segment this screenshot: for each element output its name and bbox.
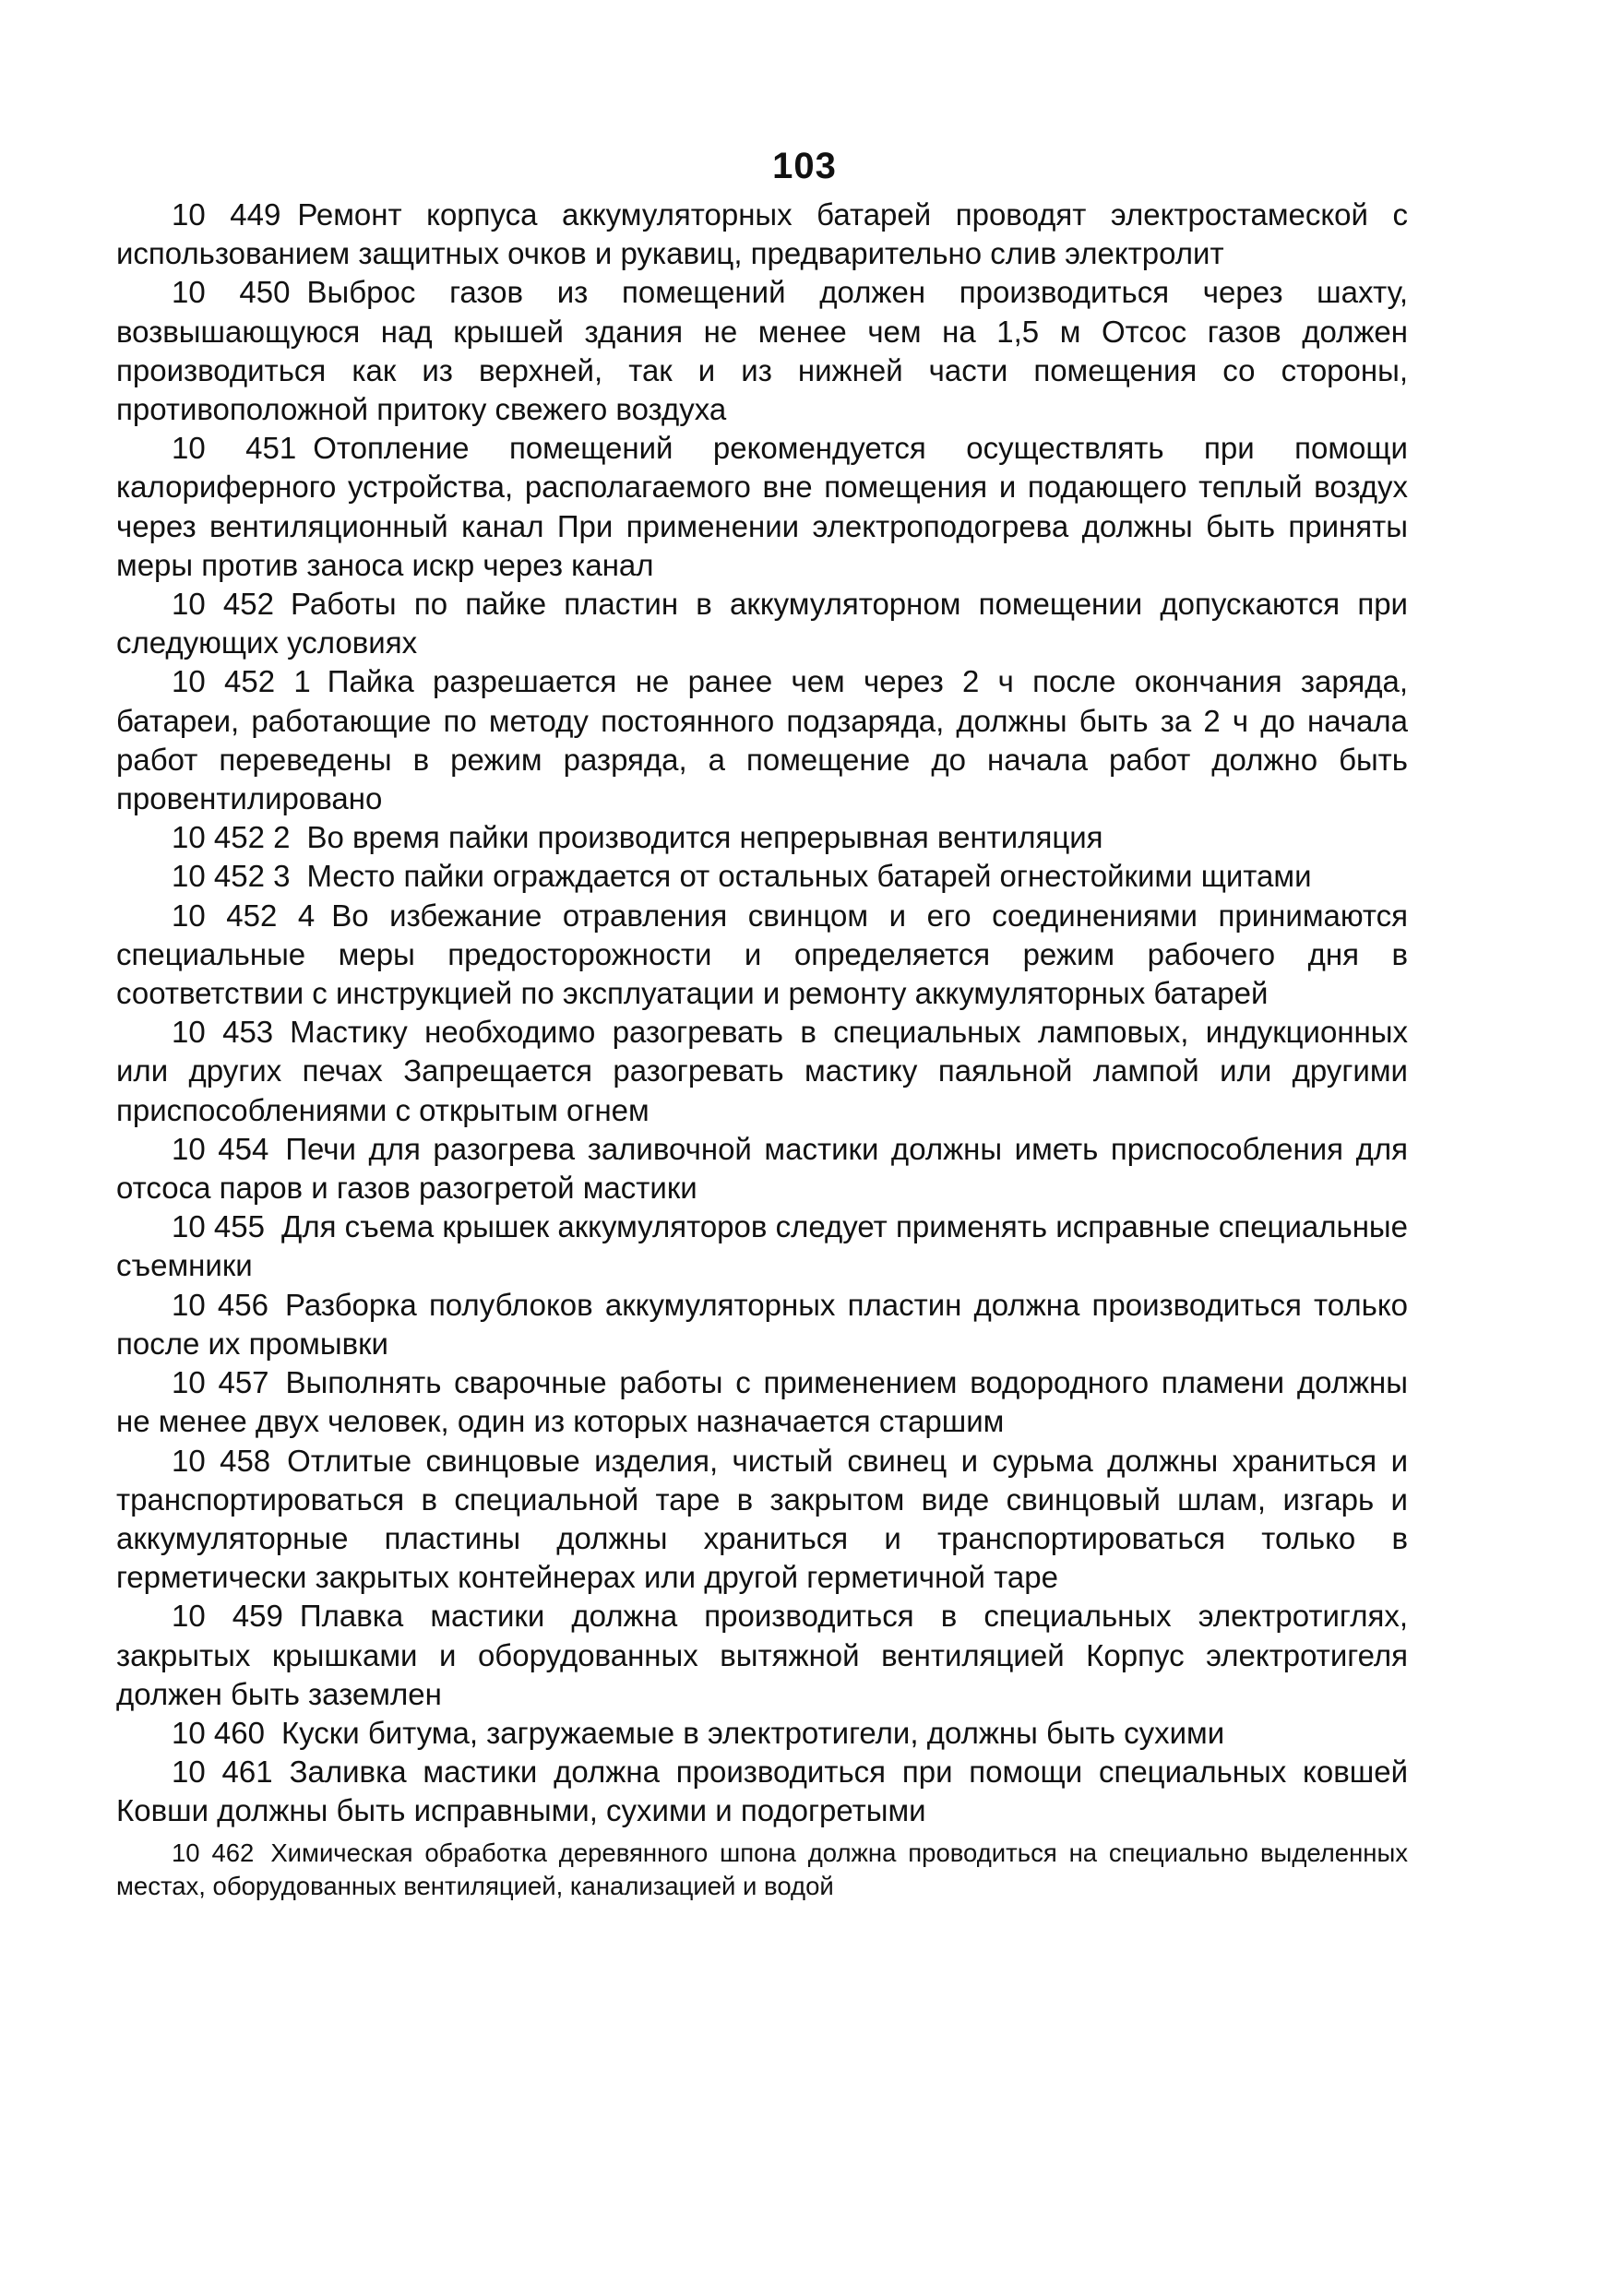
paragraph-10-455 — [116, 1207, 1408, 1285]
paragraph-text: Отлитые свинцовые изделия, чистый свинец и сурьма должны храниться и транспортироваться в специальной таре в закрытом виде свинцовый шлам, изгарь и аккумуляторные пластины должны храниться и транспортироваться только в герметически закрытых контейнерах или другой герметичной таре — [116, 1443, 1409, 1595]
paragraph-number: 10 454 — [172, 1131, 269, 1166]
paragraph-10-452 — [116, 585, 1408, 662]
paragraph-10-452-2 — [116, 818, 1408, 857]
paragraph-number: 10 458 — [172, 1443, 271, 1478]
paragraph-number: 10 452 4 — [172, 898, 316, 933]
paragraph-number: 10 460 — [172, 1715, 265, 1750]
paragraph-text: Куски битума, загружаемые в электротигели, должны быть сухими — [280, 1715, 1225, 1750]
paragraph-text: Химическая обработка деревянного шпона должна проводиться на специально выделенных местах, оборудованных вентиляцией, канализацией и водой — [116, 1838, 1408, 1900]
paragraph-number: 10 461 — [172, 1755, 273, 1790]
paragraph-text: Для съема крышек аккумуляторов следует применять исправные специальные съемники — [116, 1209, 1408, 1283]
paragraph-text: Работы по пайке пластин в аккумуляторном помещении допускаются при следующих условиях — [116, 587, 1408, 660]
paragraph-10-451 — [116, 429, 1408, 585]
paragraph-10-456 — [116, 1286, 1408, 1363]
paragraph-text: Отопление помещений рекомендуется осуществлять при помощи калориферного устройства, располагаемого вне помещения и подающего теплый воздух через вентиляционный канал При применении электроподогрева должны быть приняты меры против заноса искр через канал — [116, 431, 1408, 582]
paragraph-text: Плавка мастики должна производиться в специальных электротиглях, закрытых крышками и оборудованных вытяжной вентиляцией Корпус электротигеля должен быть заземлен — [116, 1599, 1408, 1711]
paragraph-text: Выполнять сварочные работы с применением водородного пламени должны не менее двух человек, один из которых назначается старшим — [116, 1365, 1408, 1439]
paragraph-10-449 — [116, 196, 1408, 273]
paragraph-number: 10 453 — [172, 1015, 274, 1050]
paragraph-number: 10 452 — [172, 587, 274, 622]
paragraph-10-452-4 — [116, 897, 1408, 1014]
paragraph-number: 10 452 1 — [172, 664, 311, 699]
paragraph-number: 10 452 3 — [172, 859, 291, 894]
paragraph-text: Выброс газов из помещений должен производиться через шахту, возвышающуюся над крышей здания не менее чем на 1,5 м Отсос газов должен производиться как из верхней, так и из нижней части помещения со стороны, противоположной притоку свежего воздуха — [116, 275, 1408, 427]
paragraph-10-459 — [116, 1597, 1408, 1714]
paragraph-number: 10 449 — [172, 197, 281, 232]
paragraph-10-458 — [116, 1442, 1408, 1598]
paragraph-10-450 — [116, 273, 1408, 429]
paragraph-10-462 — [116, 1837, 1408, 1903]
paragraph-text: Мастику необходимо разогревать в специальных ламповых, индукционных или других печах Запрещается разогревать мастику паяльной лампой или другими приспособлениями с открытым огнем — [116, 1015, 1408, 1127]
paragraph-number: 10 451 — [172, 431, 297, 466]
paragraph-text: Во время пайки производится непрерывная вентиляция — [306, 820, 1103, 855]
paragraph-10-457 — [116, 1363, 1408, 1441]
paragraph-text: Заливка мастики должна производиться при помощи специальных ковшей Ковши должны быть исправными, сухими и подогретыми — [116, 1755, 1408, 1828]
paragraph-number: 10 459 — [172, 1599, 283, 1634]
paragraph-text: Место пайки ограждается от остальных батарей огнестойкими щитами — [306, 859, 1312, 894]
paragraph-text: Ремонт корпуса аккумуляторных батарей проводят электростамеской с использованием защитных очков и рукавиц, предварительно слив электролит — [116, 197, 1408, 271]
page-number: 103 — [772, 146, 837, 186]
paragraph-text: Пайка разрешается не ранее чем через 2 ч после окончания заряда, батареи, работающие по методу постоянного подзаряда, должны быть за 2 ч до начала работ переведены в режим разряда, а помещение до начала работ должно быть провентилировано — [116, 664, 1408, 816]
paragraph-number: 10 457 — [172, 1365, 269, 1400]
paragraph-10-452-1 — [116, 662, 1408, 818]
paragraph-10-453 — [116, 1013, 1408, 1130]
paragraph-number: 10 455 — [172, 1209, 265, 1244]
document-body — [116, 196, 1408, 1903]
paragraph-10-461 — [116, 1753, 1408, 1830]
paragraph-text: Во избежание отравления свинцом и его соединениями принимаются специальные меры предосторожности и определяется режим рабочего дня в соответствии с инструкцией по эксплуатации и ремонту аккумуляторных батарей — [116, 898, 1408, 1011]
paragraph-text: Разборка полублоков аккумуляторных пластин должна производиться только после их промывки — [116, 1287, 1409, 1361]
paragraph-number: 10 462 — [172, 1838, 255, 1867]
paragraph-10-454 — [116, 1130, 1408, 1207]
paragraph-number: 10 456 — [172, 1287, 268, 1322]
paragraph-10-460 — [116, 1714, 1408, 1753]
paragraph-10-452-3 — [116, 857, 1408, 896]
paragraph-text: Печи для разогрева заливочной мастики должны иметь приспособления для отсоса паров и газов разогретой мастики — [116, 1131, 1408, 1206]
paragraph-number: 10 450 — [172, 275, 291, 310]
paragraph-number: 10 452 2 — [172, 820, 291, 855]
